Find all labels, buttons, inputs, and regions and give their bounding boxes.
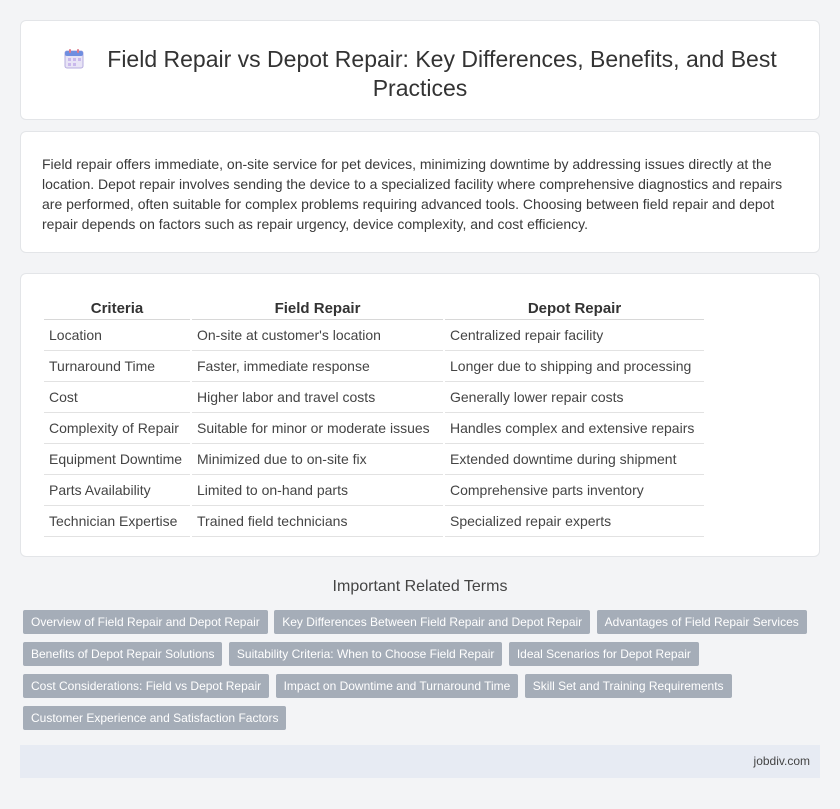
footer-site-link[interactable]: jobdiv.com — [753, 754, 810, 768]
tag-row — [23, 706, 803, 738]
cell-depot-repair: Centralized repair facility — [445, 320, 704, 351]
cell-criteria: Technician Expertise — [44, 506, 190, 537]
cell-field-repair: Limited to on-hand parts — [192, 475, 443, 506]
cell-field-repair: On-site at customer's location — [192, 320, 443, 351]
related-term-tag[interactable]: Key Differences Between Field Repair and Depot Repair — [274, 610, 590, 634]
intro-paragraph: Field repair offers immediate, on-site service for pet devices, minimizing downtime by addressing issues directly at the location. Depot repair involves sending the device to a specialized facility where comprehensive diagnostics and repairs are performed, often suitable for complex problems requiring advanced tools. Choosing between field repair and depot repair depends on factors such as repair urgency, device complexity, and cost efficiency. — [42, 156, 783, 232]
cell-criteria: Turnaround Time — [44, 351, 190, 382]
table-row — [44, 320, 704, 351]
cell-depot-repair: Longer due to shipping and processing — [445, 351, 704, 382]
header-field-repair: Field Repair — [192, 292, 443, 320]
cell-field-repair: Higher labor and travel costs — [192, 382, 443, 413]
page-title: Field Repair vs Depot Repair: Key Differences, Benefits, and Best Practices — [107, 46, 777, 101]
cell-criteria: Location — [44, 320, 190, 351]
table-row — [44, 413, 704, 444]
tag-row — [23, 642, 803, 674]
related-term-tag[interactable]: Customer Experience and Satisfaction Factors — [23, 706, 286, 730]
cell-field-repair: Suitable for minor or moderate issues — [192, 413, 443, 444]
related-term-tag[interactable]: Benefits of Depot Repair Solutions — [23, 642, 222, 666]
related-terms-list — [23, 610, 803, 738]
table-row — [44, 444, 704, 475]
related-term-tag[interactable]: Skill Set and Training Requirements — [525, 674, 732, 698]
cell-criteria: Cost — [44, 382, 190, 413]
comparison-card — [20, 273, 820, 557]
intro-card — [20, 131, 820, 253]
cell-depot-repair: Generally lower repair costs — [445, 382, 704, 413]
title-card — [20, 20, 820, 120]
cell-field-repair: Trained field technicians — [192, 506, 443, 537]
header-depot-repair: Depot Repair — [445, 292, 704, 320]
header-criteria: Criteria — [44, 292, 190, 320]
related-term-tag[interactable]: Suitability Criteria: When to Choose Field Repair — [229, 642, 502, 666]
table-row — [44, 475, 704, 506]
comparison-table — [42, 292, 706, 537]
related-term-tag[interactable]: Impact on Downtime and Turnaround Time — [276, 674, 519, 698]
cell-criteria: Complexity of Repair — [44, 413, 190, 444]
related-term-tag[interactable]: Advantages of Field Repair Services — [597, 610, 807, 634]
cell-criteria: Equipment Downtime — [44, 444, 190, 475]
cell-field-repair: Minimized due to on-site fix — [192, 444, 443, 475]
tag-row — [23, 674, 803, 706]
table-row — [44, 382, 704, 413]
related-terms-heading: Important Related Terms — [332, 578, 508, 595]
cell-depot-repair: Comprehensive parts inventory — [445, 475, 704, 506]
cell-depot-repair: Handles complex and extensive repairs — [445, 413, 704, 444]
calendar-icon — [63, 48, 85, 70]
cell-depot-repair: Extended downtime during shipment — [445, 444, 704, 475]
cell-depot-repair: Specialized repair experts — [445, 506, 704, 537]
table-row — [44, 351, 704, 382]
related-term-tag[interactable]: Cost Considerations: Field vs Depot Repair — [23, 674, 269, 698]
table-header-row — [44, 292, 704, 320]
tag-row — [23, 610, 803, 642]
page-title-row — [21, 45, 819, 103]
related-term-tag[interactable]: Overview of Field Repair and Depot Repair — [23, 610, 268, 634]
table-row — [44, 506, 704, 537]
footer — [20, 745, 820, 778]
related-term-tag[interactable]: Ideal Scenarios for Depot Repair — [509, 642, 699, 666]
cell-field-repair: Faster, immediate response — [192, 351, 443, 382]
cell-criteria: Parts Availability — [44, 475, 190, 506]
